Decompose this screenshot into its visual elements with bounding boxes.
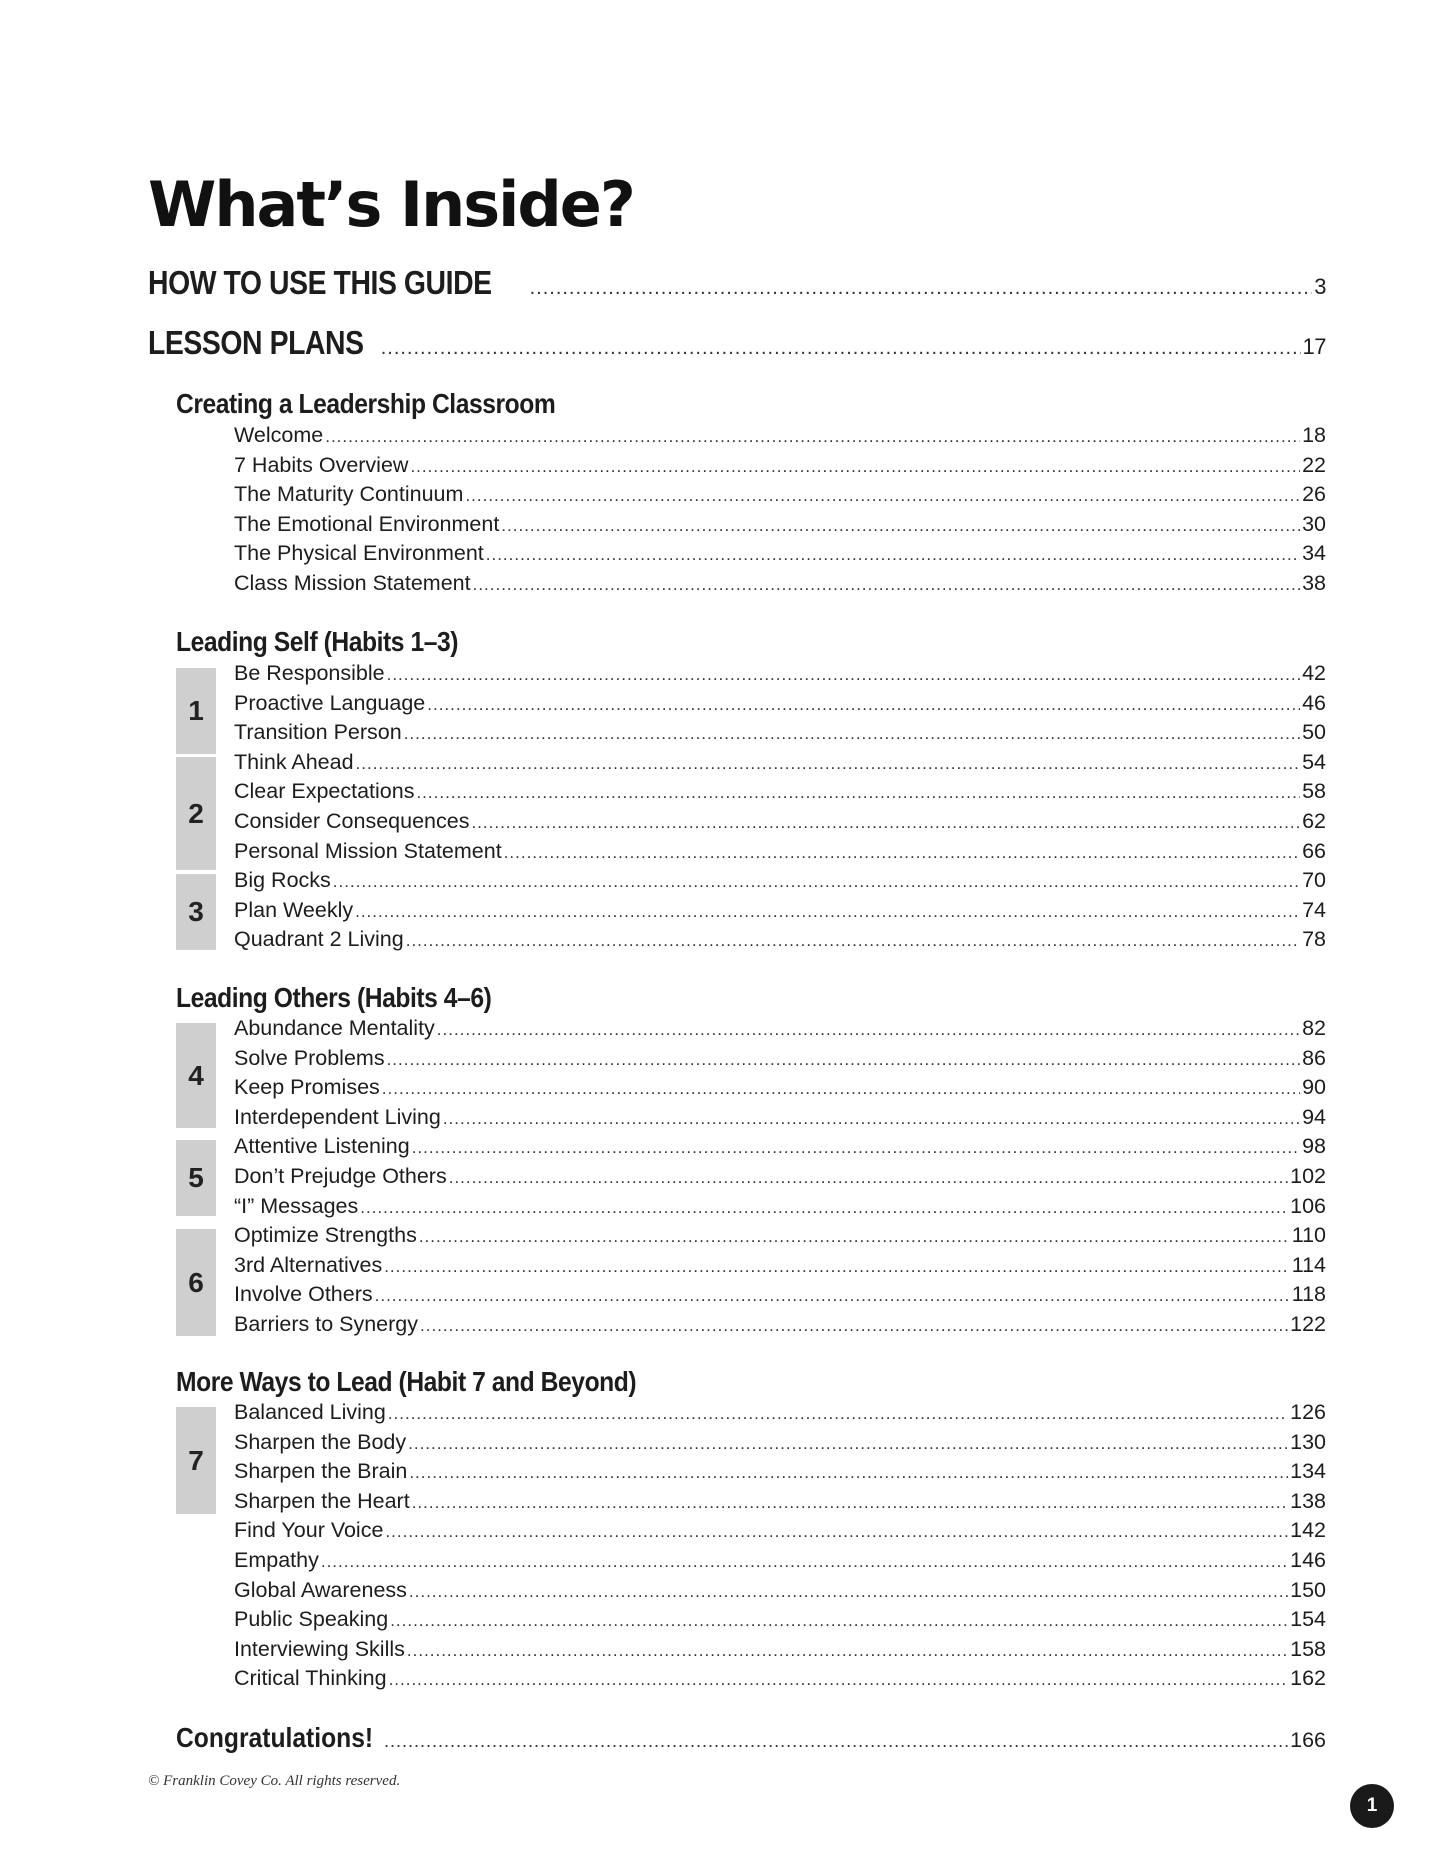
toc-item[interactable] bbox=[234, 809, 1326, 834]
toc-item-label: Attentive Listening bbox=[234, 1134, 410, 1159]
toc-item[interactable] bbox=[234, 839, 1326, 864]
toc-item-label: Plan Weekly bbox=[234, 897, 354, 922]
toc-item[interactable] bbox=[234, 541, 1326, 566]
dot-leader bbox=[387, 665, 1300, 685]
toc-item-label: Empathy bbox=[234, 1548, 319, 1572]
toc-item-label: The Physical Environment bbox=[234, 541, 484, 566]
dot-leader bbox=[412, 1138, 1300, 1158]
toc-item-label: Involve Others bbox=[234, 1282, 373, 1307]
dot-leader bbox=[408, 1434, 1288, 1454]
toc-item[interactable] bbox=[234, 1046, 1326, 1071]
dot-leader bbox=[416, 783, 1300, 803]
dot-leader bbox=[504, 843, 1300, 863]
toc-item[interactable] bbox=[234, 661, 1326, 686]
toc-page-number: 62 bbox=[1302, 809, 1326, 833]
toc-page-number: 17 bbox=[1302, 334, 1326, 359]
toc-item[interactable] bbox=[234, 1194, 1326, 1219]
toc-page-number: 82 bbox=[1302, 1016, 1326, 1040]
toc-page-number: 98 bbox=[1302, 1134, 1326, 1159]
page-number-badge: 1 bbox=[1350, 1784, 1394, 1828]
section-heading: Leading Others (Habits 4–6) bbox=[176, 982, 492, 1013]
dot-leader bbox=[321, 1552, 1288, 1572]
toc-page-number: 118 bbox=[1291, 1282, 1326, 1307]
toc-item-label: Consider Consequences bbox=[234, 809, 470, 833]
toc-page-number: 146 bbox=[1290, 1548, 1326, 1572]
habit-number-badge: 7 bbox=[176, 1407, 216, 1514]
toc-item-label: Personal Mission Statement bbox=[234, 838, 502, 863]
toc-page-number: 86 bbox=[1302, 1045, 1326, 1070]
toc-page-number: 42 bbox=[1302, 661, 1326, 685]
toc-page-number: 22 bbox=[1302, 452, 1326, 477]
toc-page-number: 74 bbox=[1302, 897, 1326, 922]
dot-leader bbox=[471, 813, 1300, 833]
dot-leader bbox=[420, 1316, 1288, 1336]
toc-item-label: Be Responsible bbox=[234, 661, 385, 685]
toc-page-number: 50 bbox=[1302, 720, 1326, 745]
toc-page-number: 122 bbox=[1290, 1312, 1326, 1336]
toc-item-label: Clear Expectations bbox=[234, 779, 415, 804]
toc-item[interactable] bbox=[234, 1548, 1326, 1573]
toc-item-label: Transition Person bbox=[234, 720, 402, 745]
dot-leader bbox=[412, 1493, 1288, 1513]
dot-leader bbox=[381, 337, 1301, 360]
toc-item[interactable] bbox=[234, 1164, 1326, 1189]
section-heading: Creating a Leadership Classroom bbox=[176, 388, 556, 419]
toc-item[interactable] bbox=[234, 1459, 1326, 1484]
toc-item-label: The Maturity Continuum bbox=[234, 482, 464, 507]
page-title: What’s Inside? bbox=[148, 168, 634, 241]
toc-item-label: Quadrant 2 Living bbox=[234, 927, 404, 952]
toc-item[interactable] bbox=[234, 1489, 1326, 1514]
toc-item[interactable] bbox=[234, 1075, 1326, 1100]
dot-leader bbox=[389, 1670, 1289, 1690]
toc-item-label: Sharpen the Body bbox=[234, 1429, 407, 1454]
dot-leader bbox=[390, 1611, 1288, 1631]
dot-leader bbox=[409, 1582, 1288, 1602]
dot-leader bbox=[325, 427, 1300, 447]
toc-item[interactable] bbox=[234, 453, 1326, 478]
dot-leader bbox=[407, 1641, 1288, 1661]
dot-leader bbox=[419, 1227, 1290, 1247]
toc-item-label: 3rd Alternatives bbox=[234, 1252, 383, 1277]
toc-page-number: 78 bbox=[1302, 927, 1326, 952]
dot-leader bbox=[384, 1731, 1288, 1752]
toc-item[interactable] bbox=[234, 1282, 1326, 1307]
dot-leader bbox=[387, 1050, 1301, 1070]
section-heading: Leading Self (Habits 1–3) bbox=[176, 626, 459, 657]
dot-leader bbox=[375, 1286, 1290, 1306]
habit-number-badge: 4 bbox=[176, 1023, 216, 1128]
toc-item[interactable] bbox=[234, 1016, 1326, 1041]
toc-item[interactable] bbox=[234, 512, 1326, 537]
toc-page-number: 58 bbox=[1302, 779, 1326, 804]
toc-item-label: 7 Habits Overview bbox=[234, 452, 409, 477]
toc-page-number: 138 bbox=[1290, 1488, 1326, 1513]
toc-item[interactable] bbox=[234, 720, 1326, 745]
dot-leader bbox=[530, 277, 1313, 300]
toc-item-label: Abundance Mentality bbox=[234, 1016, 435, 1040]
dot-leader bbox=[443, 1109, 1300, 1129]
toc-item-label: Sharpen the Brain bbox=[234, 1459, 408, 1484]
toc-item-label: Think Ahead bbox=[234, 749, 354, 774]
toc-item[interactable] bbox=[234, 779, 1326, 804]
toc-page-number: 18 bbox=[1302, 423, 1326, 447]
toc-item[interactable] bbox=[234, 868, 1326, 893]
toc-page-number: 66 bbox=[1302, 838, 1326, 863]
toc-item-label: Welcome bbox=[234, 423, 324, 447]
toc-page-number: 3 bbox=[1314, 274, 1326, 299]
toc-entry-how-to-use[interactable] bbox=[148, 264, 1326, 302]
toc-item-label: Find Your Voice bbox=[234, 1518, 384, 1543]
toc-page-number: 142 bbox=[1290, 1518, 1326, 1543]
toc-item[interactable] bbox=[234, 571, 1326, 596]
dot-leader bbox=[355, 902, 1300, 922]
toc-item[interactable] bbox=[234, 1400, 1326, 1425]
toc-item-label: Solve Problems bbox=[234, 1045, 385, 1070]
toc-item-label: Interviewing Skills bbox=[234, 1636, 405, 1661]
toc-item[interactable] bbox=[234, 423, 1326, 448]
habit-number-badge: 2 bbox=[176, 757, 216, 870]
toc-item-label: Class Mission Statement bbox=[234, 571, 471, 595]
dot-leader bbox=[449, 1168, 1288, 1188]
toc-item[interactable] bbox=[234, 1578, 1326, 1603]
toc-page-number: 94 bbox=[1302, 1104, 1326, 1129]
toc-item-label: Optimize Strengths bbox=[234, 1223, 417, 1248]
dot-leader bbox=[427, 695, 1300, 715]
toc-item[interactable] bbox=[234, 482, 1326, 507]
toc-page-number: 38 bbox=[1302, 571, 1326, 595]
toc-item[interactable] bbox=[234, 1607, 1326, 1632]
toc-entry-congratulations[interactable] bbox=[176, 1722, 1326, 1754]
habit-number-badge: 3 bbox=[176, 874, 216, 950]
toc-item[interactable] bbox=[234, 927, 1326, 952]
dot-leader bbox=[473, 575, 1300, 595]
dot-leader bbox=[385, 1522, 1288, 1542]
habit-number-badge: 1 bbox=[176, 668, 216, 754]
dot-leader bbox=[404, 724, 1300, 744]
toc-page-number: 158 bbox=[1290, 1636, 1326, 1661]
toc-page-number: 90 bbox=[1302, 1075, 1326, 1100]
toc-page-number: 26 bbox=[1302, 482, 1326, 507]
dot-leader bbox=[410, 457, 1300, 477]
dot-leader bbox=[384, 1257, 1290, 1277]
dot-leader bbox=[501, 516, 1300, 536]
toc-item-label: Balanced Living bbox=[234, 1400, 386, 1424]
toc-item-label: Sharpen the Heart bbox=[234, 1488, 410, 1513]
toc-page-number: 162 bbox=[1290, 1666, 1326, 1691]
toc-item-label: Critical Thinking bbox=[234, 1666, 387, 1691]
toc-page-number: 150 bbox=[1290, 1577, 1326, 1602]
dot-leader bbox=[382, 1079, 1300, 1099]
toc-page-number: 110 bbox=[1291, 1223, 1326, 1248]
toc-item[interactable] bbox=[234, 898, 1326, 923]
toc-page-number: 30 bbox=[1302, 511, 1326, 536]
toc-item[interactable] bbox=[234, 1105, 1326, 1130]
toc-item[interactable] bbox=[234, 750, 1326, 775]
dot-leader bbox=[486, 545, 1300, 565]
section-heading: More Ways to Lead (Habit 7 and Beyond) bbox=[176, 1366, 637, 1397]
toc-page-number: 154 bbox=[1290, 1607, 1326, 1632]
toc-item[interactable] bbox=[234, 1312, 1326, 1337]
toc-entry-label: HOW TO USE THIS GUIDE bbox=[148, 264, 492, 301]
dot-leader bbox=[465, 486, 1300, 506]
toc-page-number: 102 bbox=[1290, 1164, 1326, 1188]
toc-item-label: Public Speaking bbox=[234, 1607, 389, 1632]
toc-item-label: Don’t Prejudge Others bbox=[234, 1164, 447, 1188]
toc-page-number: 70 bbox=[1302, 868, 1326, 893]
toc-page-number: 54 bbox=[1302, 749, 1326, 774]
toc-entry-label: Congratulations! bbox=[176, 1722, 374, 1753]
toc-item[interactable] bbox=[234, 1253, 1326, 1278]
toc-item[interactable] bbox=[234, 1430, 1326, 1455]
toc-entry-label: LESSON PLANS bbox=[148, 324, 364, 361]
habit-number-badge: 5 bbox=[176, 1140, 216, 1216]
toc-item-label: Barriers to Synergy bbox=[234, 1312, 419, 1336]
dot-leader bbox=[406, 931, 1300, 951]
toc-item-label: Big Rocks bbox=[234, 868, 331, 893]
dot-leader bbox=[409, 1463, 1288, 1483]
toc-page-number: 46 bbox=[1302, 690, 1326, 715]
habit-number-badge: 6 bbox=[176, 1229, 216, 1336]
dot-leader bbox=[356, 754, 1301, 774]
toc-item-label: Global Awareness bbox=[234, 1577, 407, 1602]
toc-item[interactable] bbox=[234, 1637, 1326, 1662]
toc-page-number: 114 bbox=[1291, 1252, 1326, 1277]
dot-leader bbox=[333, 872, 1300, 892]
toc-entry-lesson-plans[interactable] bbox=[148, 324, 1326, 362]
toc-page-number: 130 bbox=[1290, 1429, 1326, 1454]
toc-item[interactable] bbox=[234, 1134, 1326, 1159]
dot-leader bbox=[437, 1020, 1300, 1040]
toc-item[interactable] bbox=[234, 1666, 1326, 1691]
toc-page-number: 134 bbox=[1290, 1459, 1326, 1484]
toc-item-label: The Emotional Environment bbox=[234, 511, 500, 536]
toc-item[interactable] bbox=[234, 1518, 1326, 1543]
toc-page-number: 34 bbox=[1302, 541, 1326, 566]
toc-item-label: Keep Promises bbox=[234, 1075, 380, 1100]
copyright-notice: © Franklin Covey Co. All rights reserved. bbox=[148, 1773, 401, 1789]
toc-item-label: “I” Messages bbox=[234, 1193, 359, 1218]
toc-item[interactable] bbox=[234, 691, 1326, 716]
toc-item-label: Interdependent Living bbox=[234, 1104, 441, 1129]
toc-page-number: 106 bbox=[1290, 1193, 1326, 1218]
toc-item-label: Proactive Language bbox=[234, 690, 426, 715]
toc-page-number: 126 bbox=[1290, 1400, 1326, 1424]
dot-leader bbox=[360, 1198, 1288, 1218]
toc-page-number: 166 bbox=[1290, 1728, 1326, 1752]
dot-leader bbox=[388, 1404, 1288, 1424]
toc-item[interactable] bbox=[234, 1223, 1326, 1248]
